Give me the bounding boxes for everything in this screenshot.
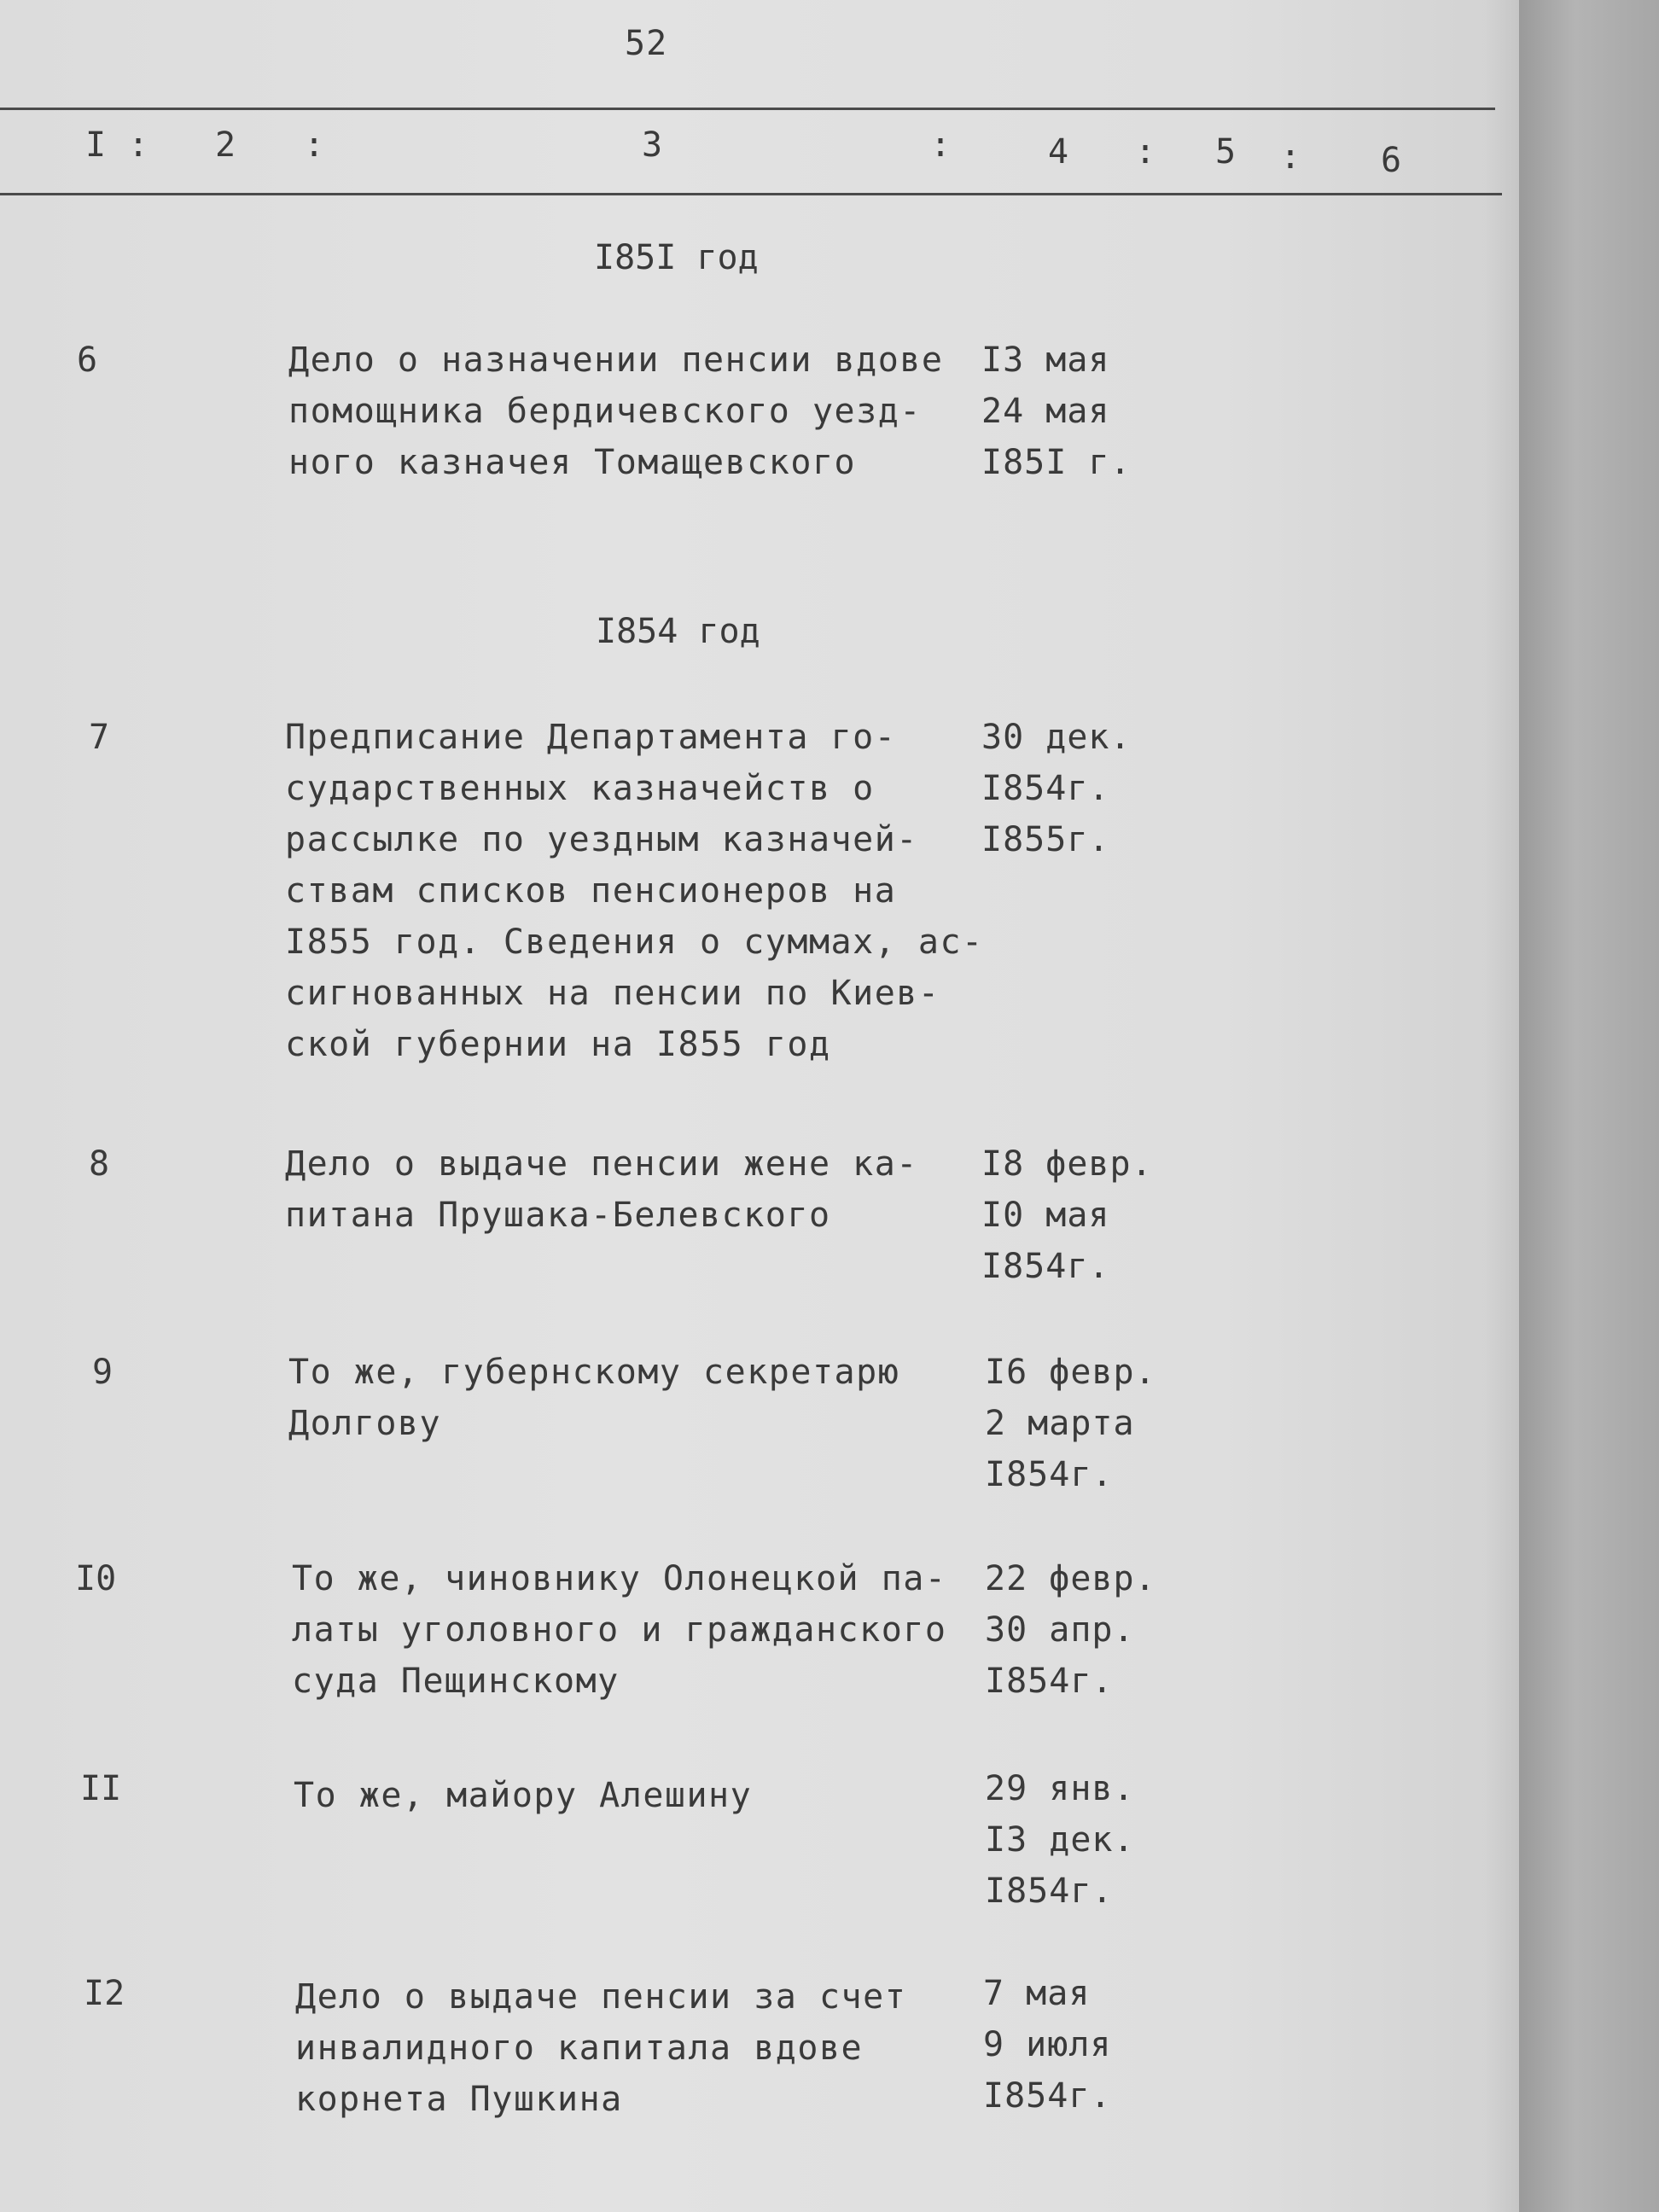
date-line: 22 февр. <box>985 1559 1156 1598</box>
description-line: суда Пещинскому <box>292 1662 620 1701</box>
page-number: 52 <box>625 24 668 63</box>
entry-dates <box>985 1763 1207 1917</box>
date-line: I854г. <box>983 2076 1112 2116</box>
date-line: 24 мая <box>981 392 1110 431</box>
entry-number: 6 <box>77 341 98 380</box>
date-line: 2 марта <box>985 1404 1135 1443</box>
entry-description <box>285 712 985 1070</box>
description-line: сударственных казначейств о <box>285 769 875 808</box>
description-line: ствам списков пенсионеров на <box>285 871 897 911</box>
description-line: I855 год. Сведения о суммах, ас- <box>285 923 984 962</box>
description-line: То же, майору Алешину <box>294 1776 753 1815</box>
date-line: I0 мая <box>981 1196 1110 1235</box>
entry-dates <box>981 335 1203 488</box>
date-line: 29 янв. <box>985 1769 1135 1808</box>
column-header-4: 4 <box>1048 132 1069 172</box>
description-line: корнета Пушкина <box>295 2080 623 2119</box>
date-line: I854г. <box>985 1871 1114 1911</box>
description-line: питана Прушака-Белевского <box>285 1196 831 1235</box>
entry-description <box>288 1347 988 1449</box>
date-line: I3 дек. <box>985 1820 1135 1860</box>
description-line: То же, чиновнику Олонецкой па- <box>292 1559 947 1598</box>
page-edge-shadow <box>1485 0 1519 2212</box>
description-line: помощника бердичевского уезд- <box>288 392 922 431</box>
column-separator: : <box>930 125 952 165</box>
description-line: То же, губернскому секретарю <box>288 1353 900 1392</box>
entry-description <box>292 1553 992 1707</box>
entry-dates <box>983 1968 1205 2122</box>
description-line: латы уголовного и гражданского <box>292 1610 947 1650</box>
column-header-2: 2 <box>215 125 236 165</box>
date-line: I85I г. <box>981 443 1132 482</box>
entry-number: 9 <box>92 1353 114 1392</box>
entry-dates <box>985 1553 1207 1707</box>
date-line: 7 мая <box>983 1974 1091 2013</box>
date-line: I854г. <box>985 1662 1114 1701</box>
date-line: I8 февр. <box>981 1144 1153 1184</box>
column-separator: : <box>1280 137 1301 177</box>
entry-number: 8 <box>89 1144 110 1184</box>
year-heading-1854: I854 год <box>596 612 760 651</box>
column-header-6: 6 <box>1381 141 1402 180</box>
entry-number: 7 <box>89 718 110 757</box>
description-line: инвалидного капитала вдове <box>295 2029 864 2068</box>
entry-dates <box>985 1347 1207 1500</box>
header-top-rule <box>0 108 1495 110</box>
header-bottom-rule <box>0 193 1502 195</box>
column-separator: : <box>128 125 149 165</box>
column-separator: : <box>304 125 325 165</box>
underlying-page-edge <box>1519 0 1659 2212</box>
column-separator: : <box>1135 132 1156 172</box>
date-line: I854г. <box>981 769 1110 808</box>
entry-number: I0 <box>75 1559 117 1598</box>
entry-description <box>288 335 988 488</box>
entry-number: II <box>80 1769 122 1808</box>
column-header-5: 5 <box>1215 132 1237 172</box>
date-line: I3 мая <box>981 341 1110 380</box>
description-line: Долгову <box>288 1404 442 1443</box>
entry-description <box>285 1138 985 1241</box>
description-line: Дело о выдаче пенсии за счет <box>295 1977 907 2017</box>
column-header-1: I <box>85 125 107 165</box>
description-line: Дело о выдаче пенсии жене ка- <box>285 1144 918 1184</box>
date-line: I855г. <box>981 820 1110 859</box>
description-line: Дело о назначении пенсии вдове <box>288 341 944 380</box>
column-header-3: 3 <box>642 125 663 165</box>
date-line: 9 июля <box>983 2025 1112 2064</box>
description-line: ного казначея Томащевского <box>288 443 857 482</box>
date-line: 30 апр. <box>985 1610 1135 1650</box>
description-line: Предписание Департамента го- <box>285 718 897 757</box>
description-line: ской губернии на I855 год <box>285 1025 831 1064</box>
entry-description <box>295 1971 995 2125</box>
date-line: I854г. <box>981 1247 1110 1286</box>
date-line: I854г. <box>985 1455 1114 1494</box>
description-line: сигнованных на пенсии по Киев- <box>285 974 940 1013</box>
description-line: рассылке по уездным казначей- <box>285 820 918 859</box>
entry-dates <box>981 712 1203 865</box>
entry-dates <box>981 1138 1203 1292</box>
year-heading-1851: I85I год <box>594 238 759 277</box>
entry-number: I2 <box>84 1974 125 2013</box>
date-line: 30 дек. <box>981 718 1132 757</box>
entry-description <box>294 1770 993 1821</box>
date-line: I6 февр. <box>985 1353 1156 1392</box>
